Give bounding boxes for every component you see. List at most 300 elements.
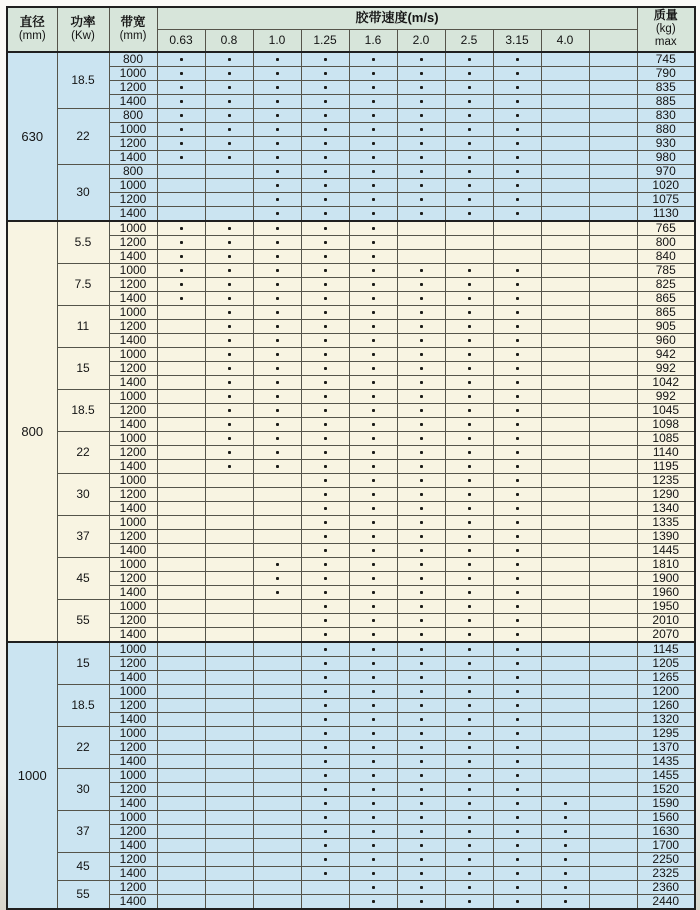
dot-cell-marked [445,193,493,207]
dot-cell-marked [205,362,253,376]
dot-cell-empty [253,516,301,530]
table-row [7,348,695,362]
dot-marker [420,858,423,861]
dot-marker [420,788,423,791]
dot-cell-marked [301,516,349,530]
dot-marker [468,577,471,580]
dot-cell-empty [589,334,637,348]
dot-marker [564,816,567,819]
bandwidth-cell: 1400 [109,713,157,727]
dot-marker [420,212,423,215]
table-row [7,586,695,600]
dot-marker [420,395,423,398]
dot-marker [516,170,519,173]
dot-marker [468,732,471,735]
dot-marker [324,142,327,145]
dot-marker [276,395,279,398]
dot-cell-empty [589,165,637,179]
dot-cell-empty [205,839,253,853]
dot-marker [324,255,327,258]
dot-cell-marked [157,250,205,264]
dot-marker [372,802,375,805]
dot-cell-marked [349,348,397,362]
dot-cell-marked [349,418,397,432]
bandwidth-cell: 1000 [109,123,157,137]
dot-marker [420,774,423,777]
dot-marker [372,844,375,847]
dot-marker [324,872,327,875]
dot-marker [228,142,231,145]
dot-cell-empty [541,671,589,685]
dot-cell-empty [541,264,589,278]
dot-cell-empty [157,558,205,572]
dot-marker [228,255,231,258]
dot-cell-marked [349,502,397,516]
bandwidth-cell: 1200 [109,81,157,95]
dot-cell-empty [157,488,205,502]
dot-cell-marked [349,334,397,348]
bandwidth-cell: 800 [109,109,157,123]
dot-cell-marked [253,334,301,348]
table-row [7,783,695,797]
dot-marker [324,283,327,286]
table-row [7,671,695,685]
dot-cell-marked [397,474,445,488]
mass-cell: 1560 [637,811,695,825]
dot-cell-marked [397,278,445,292]
mass-cell: 2440 [637,895,695,910]
dot-cell-marked [445,741,493,755]
dot-cell-marked [301,418,349,432]
dot-cell-marked [349,446,397,460]
dot-cell-marked [493,306,541,320]
dot-marker [420,591,423,594]
speed-header-2.0: 2.0 [397,30,445,53]
dot-marker [276,58,279,61]
bandwidth-cell: 1000 [109,264,157,278]
dot-marker [468,423,471,426]
dot-cell-marked [301,348,349,362]
table-row [7,825,695,839]
dot-marker [180,100,183,103]
dot-cell-marked [493,207,541,222]
dot-cell-marked [493,320,541,334]
dot-cell-empty [157,881,205,895]
dot-marker [372,704,375,707]
dot-cell-marked [541,825,589,839]
dot-cell-marked [301,123,349,137]
dot-marker [372,255,375,258]
dot-cell-empty [541,685,589,699]
mass-cell: 1590 [637,797,695,811]
dot-marker [468,212,471,215]
dot-marker [372,367,375,370]
dot-cell-empty [157,446,205,460]
mass-cell: 785 [637,264,695,278]
dot-marker [324,535,327,538]
dot-cell-marked [349,165,397,179]
table-row [7,769,695,783]
dot-cell-marked [493,460,541,474]
dot-cell-marked [397,264,445,278]
dot-cell-marked [253,362,301,376]
dot-cell-empty [541,236,589,250]
dot-cell-marked [445,376,493,390]
dot-marker [372,577,375,580]
bandwidth-cell: 1000 [109,727,157,741]
dot-cell-empty [589,81,637,95]
dot-marker [468,746,471,749]
mass-cell: 1390 [637,530,695,544]
dot-cell-marked [301,853,349,867]
dot-cell-marked [445,95,493,109]
dot-cell-marked [301,811,349,825]
table-row [7,137,695,151]
dot-marker [516,353,519,356]
power-cell-37: 37 [57,516,109,558]
dot-marker [324,633,327,636]
mass-cell: 1085 [637,432,695,446]
dot-cell-marked [349,221,397,236]
dot-cell-empty [205,544,253,558]
dot-cell-empty [205,516,253,530]
dot-cell-marked [445,179,493,193]
bandwidth-cell: 1400 [109,502,157,516]
dot-marker [516,535,519,538]
dot-cell-empty [253,671,301,685]
dot-cell-marked [493,165,541,179]
dot-cell-marked [493,516,541,530]
dot-cell-marked [301,825,349,839]
dot-marker [372,507,375,510]
dot-marker [324,72,327,75]
col-header-mass-title: 质量 [653,8,678,23]
bandwidth-cell: 1200 [109,572,157,586]
dot-cell-empty [253,727,301,741]
dot-cell-marked [253,250,301,264]
dot-cell-marked [397,418,445,432]
dot-marker [324,619,327,622]
dot-marker [324,297,327,300]
dot-marker [468,395,471,398]
dot-cell-empty [541,432,589,446]
dot-cell-marked [445,586,493,600]
dot-cell-empty [205,488,253,502]
mass-cell: 1335 [637,516,695,530]
mass-cell: 885 [637,95,695,109]
dot-cell-marked [445,628,493,643]
dot-cell-marked [445,432,493,446]
dot-marker [420,549,423,552]
power-cell-7.5: 7.5 [57,264,109,306]
dot-cell-empty [205,755,253,769]
dot-cell-empty [205,727,253,741]
table-row [7,600,695,614]
dot-cell-empty [589,488,637,502]
dot-cell-marked [493,376,541,390]
dot-marker [516,802,519,805]
dot-marker [468,619,471,622]
dot-cell-empty [157,390,205,404]
dot-marker [420,704,423,707]
bandwidth-cell: 1000 [109,221,157,236]
dot-marker [468,844,471,847]
table-row [7,460,695,474]
dot-cell-empty [157,839,205,853]
dot-cell-empty [541,165,589,179]
dot-marker [180,156,183,159]
dot-cell-empty [589,236,637,250]
dot-cell-empty [253,642,301,657]
dot-cell-marked [301,362,349,376]
dot-cell-empty [541,390,589,404]
dot-marker [324,325,327,328]
dot-marker [420,732,423,735]
dot-cell-marked [397,853,445,867]
dot-marker [228,100,231,103]
dot-cell-marked [349,320,397,334]
dot-cell-marked [445,755,493,769]
dot-cell-empty [157,432,205,446]
dot-cell-marked [349,881,397,895]
dot-cell-empty [589,137,637,151]
dot-marker [324,423,327,426]
dot-cell-empty [253,895,301,910]
dot-cell-empty [205,699,253,713]
dot-marker [516,577,519,580]
dot-cell-marked [445,783,493,797]
dot-marker [372,325,375,328]
dot-marker [468,311,471,314]
speed-header-blank [589,30,637,53]
dot-marker [468,535,471,538]
dot-cell-empty [541,642,589,657]
dot-cell-empty [541,460,589,474]
dot-cell-marked [349,586,397,600]
mass-cell: 790 [637,67,695,81]
bandwidth-cell: 1200 [109,137,157,151]
dot-cell-empty [541,741,589,755]
dot-marker [372,521,375,524]
dot-cell-empty [541,123,589,137]
dot-marker [420,493,423,496]
dot-cell-marked [349,713,397,727]
dot-cell-marked [301,671,349,685]
dot-cell-marked [349,628,397,643]
dot-cell-empty [589,671,637,685]
dot-cell-empty [157,404,205,418]
dot-cell-marked [301,137,349,151]
dot-cell-marked [301,769,349,783]
dot-cell-marked [397,727,445,741]
dot-cell-empty [253,881,301,895]
dot-marker [180,114,183,117]
dot-cell-marked [493,572,541,586]
dot-cell-marked [445,362,493,376]
table-row [7,362,695,376]
dot-cell-marked [493,137,541,151]
dot-marker [276,367,279,370]
dot-cell-marked [397,460,445,474]
dot-marker [228,114,231,117]
dot-cell-empty [589,109,637,123]
dot-cell-empty [589,811,637,825]
table-row [7,614,695,628]
dot-cell-marked [253,207,301,222]
dot-marker [468,297,471,300]
dot-cell-empty [589,193,637,207]
dot-marker [420,353,423,356]
dot-cell-marked [397,839,445,853]
table-row [7,432,695,446]
bandwidth-cell: 1000 [109,390,157,404]
mass-cell: 1260 [637,699,695,713]
dot-cell-marked [349,600,397,614]
col-header-power-unit: (Kw) [71,30,95,43]
dot-cell-marked [253,432,301,446]
dot-cell-empty [205,769,253,783]
dot-cell-marked [397,671,445,685]
dot-marker [324,367,327,370]
mass-cell: 1700 [637,839,695,853]
dot-marker [468,690,471,693]
dot-marker [564,830,567,833]
dot-cell-marked [301,250,349,264]
dot-cell-marked [301,109,349,123]
dot-marker [516,662,519,665]
dot-cell-marked [301,179,349,193]
dot-cell-marked [349,572,397,586]
dot-marker [516,212,519,215]
dot-marker [516,774,519,777]
dot-marker [516,437,519,440]
dot-cell-marked [253,348,301,362]
dot-marker [324,760,327,763]
dot-marker [324,676,327,679]
bandwidth-cell: 1200 [109,278,157,292]
dot-cell-marked [397,81,445,95]
dot-cell-marked [205,320,253,334]
dot-cell-empty [589,755,637,769]
bandwidth-cell: 1200 [109,404,157,418]
dot-cell-empty [541,404,589,418]
dot-marker [468,507,471,510]
dot-cell-marked [253,320,301,334]
table-row [7,151,695,165]
dot-marker [420,746,423,749]
dot-cell-marked [493,657,541,671]
dot-cell-empty [205,895,253,910]
dot-cell-marked [541,867,589,881]
dot-cell-empty [157,628,205,643]
dot-marker [372,858,375,861]
dot-marker [324,493,327,496]
dot-cell-empty [253,614,301,628]
dot-cell-empty [541,109,589,123]
dot-cell-empty [205,572,253,586]
speed-header-0.63: 0.63 [157,30,205,53]
dot-cell-empty [157,460,205,474]
dot-cell-marked [301,867,349,881]
dot-cell-marked [301,544,349,558]
dot-marker [516,128,519,131]
dot-cell-empty [157,348,205,362]
dot-cell-empty [205,558,253,572]
dot-cell-marked [301,95,349,109]
dot-marker [372,311,375,314]
dot-marker [276,283,279,286]
dot-marker [516,507,519,510]
table-row [7,67,695,81]
dot-marker [372,58,375,61]
dot-marker [420,58,423,61]
dot-marker [516,479,519,482]
dot-marker [420,437,423,440]
dot-marker [516,86,519,89]
dot-cell-empty [589,460,637,474]
dot-marker [516,633,519,636]
dot-marker [324,732,327,735]
dot-cell-marked [397,741,445,755]
dot-cell-empty [205,783,253,797]
dot-marker [372,830,375,833]
dot-marker [468,493,471,496]
mass-cell: 1370 [637,741,695,755]
dot-cell-marked [349,432,397,446]
dot-cell-marked [397,783,445,797]
dot-cell-marked [493,853,541,867]
col-header-diameter-unit: (mm) [18,30,46,43]
dot-cell-marked [205,306,253,320]
dot-cell-empty [589,362,637,376]
dot-cell-marked [157,151,205,165]
dot-cell-empty [589,685,637,699]
dot-cell-empty [541,572,589,586]
dot-cell-marked [349,236,397,250]
bandwidth-cell: 1200 [109,236,157,250]
dot-marker [372,423,375,426]
dot-cell-marked [397,179,445,193]
dot-cell-empty [157,502,205,516]
dot-marker [228,395,231,398]
col-header-bandwidth-title: 带宽 [120,15,146,30]
dot-marker [324,774,327,777]
power-cell-11: 11 [57,306,109,348]
dot-cell-empty [493,250,541,264]
dot-cell-empty [541,67,589,81]
bandwidth-cell: 1200 [109,825,157,839]
dot-cell-marked [445,109,493,123]
dot-cell-marked [205,52,253,67]
dot-cell-empty [541,320,589,334]
dot-cell-empty [253,783,301,797]
dot-cell-marked [253,67,301,81]
dot-marker [324,114,327,117]
table-row [7,544,695,558]
bandwidth-cell: 1000 [109,516,157,530]
dot-cell-marked [493,699,541,713]
mass-cell: 1045 [637,404,695,418]
dot-marker [228,423,231,426]
dot-marker [516,704,519,707]
dot-marker [420,297,423,300]
dot-cell-marked [445,306,493,320]
dot-marker [324,507,327,510]
bandwidth-cell: 1200 [109,488,157,502]
mass-cell: 1900 [637,572,695,586]
dot-cell-marked [253,404,301,418]
dot-cell-marked [205,446,253,460]
